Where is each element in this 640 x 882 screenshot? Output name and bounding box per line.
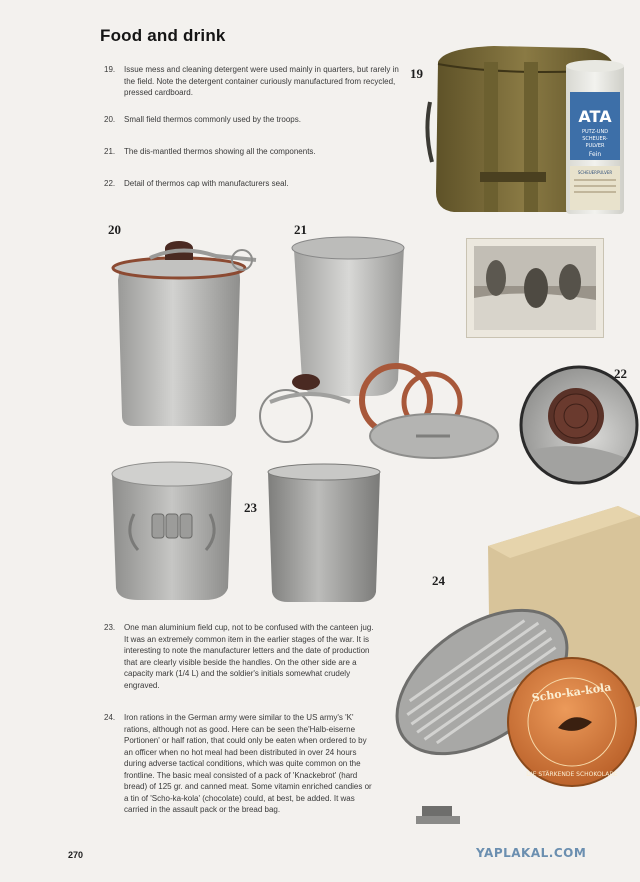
caption-text: Detail of thermos cap with manufacturers seal. (124, 179, 289, 188)
caption-text: Small field thermos commonly used by the troops. (124, 115, 301, 124)
caption-19 (104, 64, 404, 99)
svg-text:PUTZ-UND: PUTZ-UND (581, 129, 609, 135)
photo-thermos-cap-detail (518, 364, 640, 486)
caption-number: 22. (104, 179, 116, 188)
caption-20 (104, 114, 404, 126)
caption-text: Iron rations in the German army were similar to the US army's 'K' rations, although not as good. Here can be seen the'Halb-eiserne Portionen' or half ration, that could only be eaten when ordered to by an officer when no hot meal had been distributed in over 24 hours during adverse tactical conditions, which was quite common on the frontline. The basic meal consisted of a pack of 'Knackebrot' (hard bread) of 125 gr. and canned meat. Some vitamin enriched candies or a tin of 'Scho-ka-kola' (chocolate) could, at best, be added. It was carried in the assault pack or the bread bag. (124, 713, 372, 814)
photo-mess-tin-and-detergent (424, 42, 640, 214)
figure-number-20: 20 (108, 222, 121, 237)
photo-field-thermos (96, 230, 266, 430)
watermark: YAPLAKAL.COM (476, 846, 587, 860)
caption-number: 19. (104, 65, 116, 74)
caption-22 (104, 178, 404, 190)
caption-number: 21. (104, 147, 116, 156)
caption-number: 20. (104, 115, 116, 124)
photo-field-cup-front (104, 454, 240, 604)
photo-iron-rations (382, 506, 640, 846)
figure-number-24: 24 (432, 573, 445, 588)
figure-number-19: 19 (410, 66, 423, 81)
figure-number-22: 22 (614, 366, 627, 381)
caption-text: Issue mess and cleaning detergent were used mainly in quarters, but rarely in the field. Note the detergent container curiously manufactured from recycled, pressed cardboard. (124, 65, 399, 97)
page-number: 270 (68, 850, 84, 860)
caption-23 (104, 622, 376, 691)
svg-text:PULVER: PULVER (585, 143, 605, 149)
caption-number: 24. (104, 713, 116, 722)
photo-soldiers-print (466, 238, 604, 338)
figure-number-23: 23 (244, 500, 257, 515)
caption-text: One man aluminium field cup, not to be confused with the canteen jug. It was an extremely common item in the earlier stages of the war. It is interesting to note the manufacturer letters and the date of production that are clearly visible beside the handles. On the other side are a capacity mark (1/4 L) and the soldier's initials somewhat crudely engraved. (124, 623, 374, 690)
svg-text:Fein: Fein (588, 151, 602, 158)
svg-text:SCHEUERPULVER: SCHEUERPULVER (577, 170, 613, 175)
tin-rim-label: DIE STÄRKENDE SCHOKOLADE (526, 771, 618, 778)
caption-number: 23. (104, 623, 116, 632)
caption-text: The dis-mantled thermos showing all the components. (124, 147, 316, 156)
caption-24 (104, 712, 376, 816)
page-title: Food and drink (100, 26, 226, 45)
svg-text:SCHEUER-: SCHEUER- (582, 136, 608, 142)
ata-brand-text: ATA (578, 107, 612, 126)
tin-brand-label: Scho-ka-kola (530, 680, 613, 705)
photo-field-cup-side (264, 460, 384, 606)
caption-21 (104, 146, 404, 158)
figure-number-21: 21 (294, 222, 307, 237)
